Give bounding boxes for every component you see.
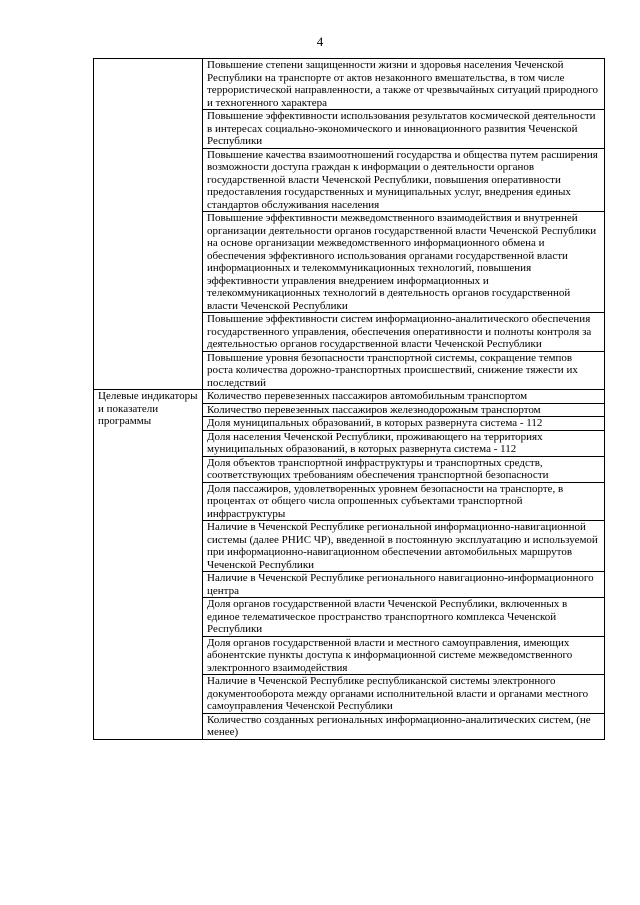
goal-cell: Повышение эффективности использования результатов космической деятельности в интересах социально-экономического и инновационного развития Чеченской Республики (203, 110, 605, 149)
indicator-cell: Доля пассажиров, удовлетворенных уровнем безопасности на транспорте, в процентах от общего числа опрошенных субъектами транспортной инфраструктуры (203, 482, 605, 521)
indicator-cell: Доля объектов транспортной инфраструктуры и транспортных средств, соответствующих требованиям обеспечения транспортной безопасности (203, 456, 605, 482)
indicator-cell: Количество перевезенных пассажиров железнодорожным транспортом (203, 403, 605, 417)
indicator-cell: Количество созданных региональных информационно-аналитических систем, (не менее) (203, 713, 605, 739)
program-passport-table (93, 58, 605, 740)
goal-cell: Повышение степени защищенности жизни и здоровья населения Чеченской Республики на транспорте от актов незаконного вмешательства, в том числе террористической направленности, а также от чрезвычайных ситуаций природного и техногенного характера (203, 59, 605, 110)
goal-cell: Повышение качества взаимоотношений государства и общества путем расширения возможности доступа граждан к информации о деятельности органов государственной власти Чеченской Республики, повышения оперативности предоставления государственных и муниципальных услуг, внедрения единых стандартов обслуживания населения (203, 148, 605, 212)
goals-label-cell (94, 59, 203, 390)
indicator-cell: Доля органов государственной власти и местного самоуправления, имеющих абонентские пункты доступа к информационной системе межведомственного электронного взаимодействия (203, 636, 605, 675)
table-row (94, 390, 605, 404)
indicator-cell: Наличие в Чеченской Республике регионального навигационно-информационного центра (203, 572, 605, 598)
indicator-cell: Количество перевезенных пассажиров автомобильным транспортом (203, 390, 605, 404)
indicator-cell: Наличие в Чеченской Республике региональной информационно-навигационной системы (далее РНИС ЧР), введенной в постоянную эксплуатацию и используемой при информационно-навигационном обеспечении автомобильных маршрутов Чеченской Республики (203, 521, 605, 572)
goal-cell: Повышение уровня безопасности транспортной системы, сокращение темпов роста количества дорожно-транспортных происшествий, снижение тяжести их последствий (203, 351, 605, 390)
indicators-label: Целевые индикаторы и показатели программы (94, 390, 203, 740)
indicator-cell: Доля муниципальных образований, в которых развернута система - 112 (203, 417, 605, 431)
indicator-cell: Доля органов государственной власти Чеченской Республики, включенных в единое телематическое пространство транспортного комплекса Чеченской Республики (203, 598, 605, 637)
indicator-cell: Доля населения Чеченской Республики, проживающего на территориях муниципальных образований, в которых развернута система - 112 (203, 430, 605, 456)
goal-cell: Повышение эффективности систем информационно-аналитического обеспечения государственного управления, обеспечения оперативности и полноты контроля за деятельностью органов государственной власти Чеченской Республики (203, 313, 605, 352)
page-number: 4 (316, 34, 324, 49)
goal-cell: Повышение эффективности межведомственного взаимодействия и внутренней организации деятельности органов государственной власти Чеченской Республики на основе организации межведомственного информационного обмена и обеспечения эффективного использования органами государственной власти информационных и телекоммуникационных технологий, повышения эффективности управления внедрением информационных и телекоммуникационных технологий в деятельность органов государственной власти Чеченской Республики (203, 212, 605, 313)
table-row (94, 59, 605, 110)
indicator-cell: Наличие в Чеченской Республике республиканской системы электронного документооборота между органами исполнительной власти и органами местного самоуправления Чеченской Республики (203, 675, 605, 714)
